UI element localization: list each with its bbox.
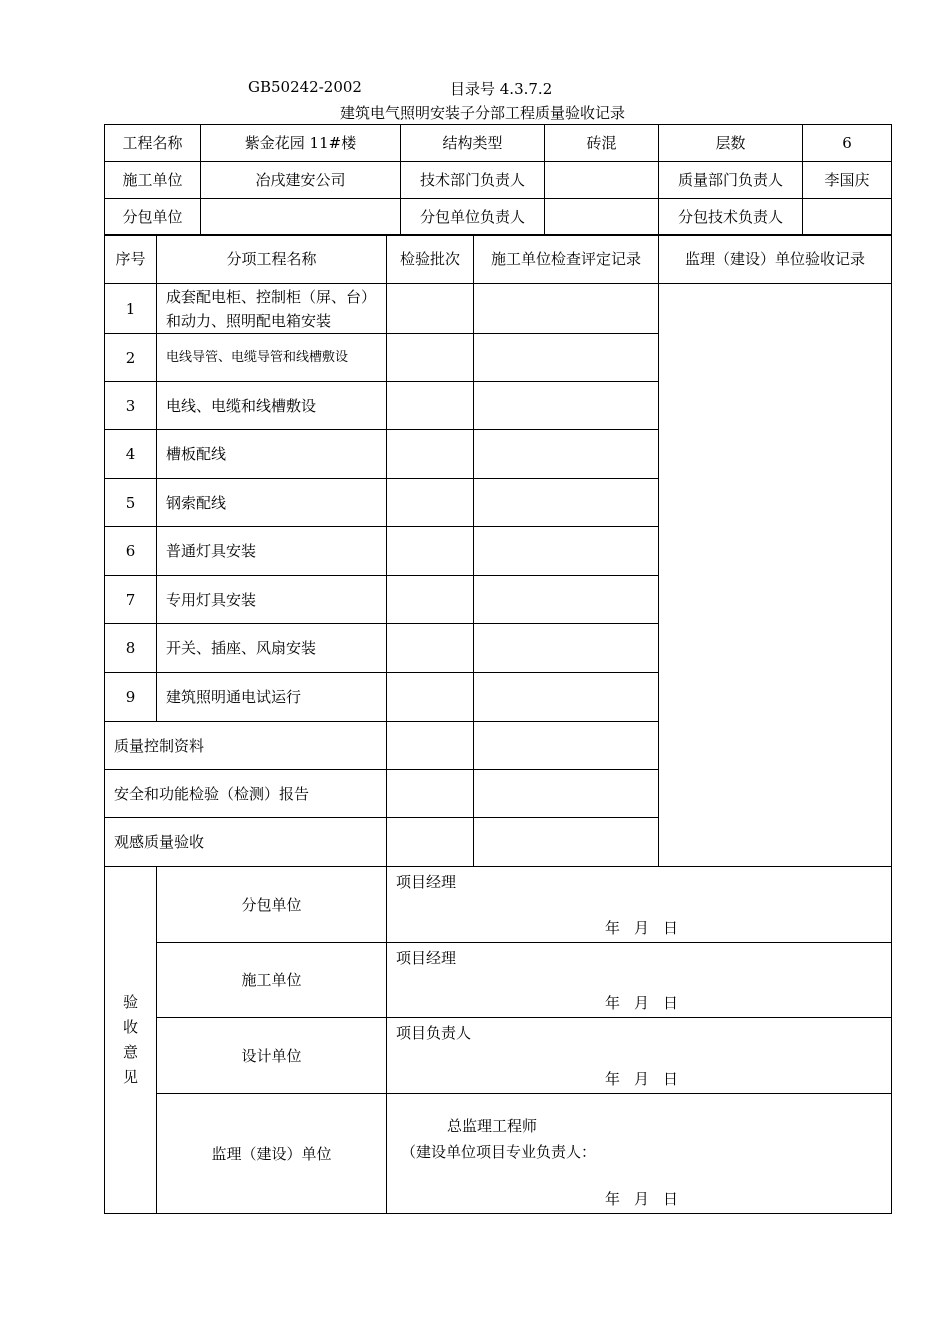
sub-tech-label: 分包技术负责人: [659, 199, 803, 236]
item-no: 9: [105, 673, 157, 722]
item-contractor-record[interactable]: [474, 624, 659, 673]
structure-type-value: 砖混: [545, 125, 659, 162]
tech-head-label: 技术部门负责人: [401, 162, 545, 199]
column-header-row: [105, 235, 892, 284]
item-no: 2: [105, 334, 157, 382]
subcontractor-value: [201, 199, 401, 236]
item-batches[interactable]: [387, 382, 474, 430]
subcontractor-unit-label: 分包单位: [157, 867, 387, 943]
acceptance-char: 验: [122, 993, 138, 1011]
acceptance-char: 意: [122, 1043, 138, 1061]
item-batches[interactable]: [387, 527, 474, 576]
item-batches[interactable]: [387, 770, 474, 818]
item-batches[interactable]: [387, 722, 474, 770]
item-no: 5: [105, 479, 157, 527]
item-contractor-record[interactable]: [474, 527, 659, 576]
acceptance-row: [105, 1094, 892, 1214]
item-name: 专用灯具安装: [157, 576, 387, 624]
quality-head-label: 质量部门负责人: [659, 162, 803, 199]
item-name: 成套配电柜、控制柜（屏、台）和动力、照明配电箱安装: [157, 284, 387, 334]
col-contractor-record: 施工单位检查评定记录: [474, 235, 659, 284]
info-row-2: [105, 162, 892, 199]
item-contractor-record[interactable]: [474, 334, 659, 382]
item-no: 4: [105, 430, 157, 479]
standard-code: GB50242-2002: [248, 78, 362, 96]
subcontractor-label: 分包单位: [105, 199, 201, 236]
item-batches[interactable]: [387, 673, 474, 722]
supervisor-signature-cell[interactable]: [387, 1094, 892, 1214]
item-name: 钢索配线: [157, 479, 387, 527]
item-name: 电线导管、电缆导管和线槽敷设: [157, 334, 387, 382]
item-name: 电线、电缆和线槽敷设: [157, 382, 387, 430]
item-contractor-record[interactable]: [474, 818, 659, 867]
item-contractor-record[interactable]: [474, 284, 659, 334]
design-signature-cell[interactable]: [387, 1018, 892, 1094]
acceptance-row: [105, 1018, 892, 1094]
item-batches[interactable]: [387, 576, 474, 624]
contractor-label: 施工单位: [105, 162, 201, 199]
signature-date: 年 月 日: [605, 1070, 679, 1088]
quality-head-value: 李国庆: [803, 162, 892, 199]
item-contractor-record[interactable]: [474, 576, 659, 624]
item-batches[interactable]: [387, 624, 474, 673]
catalog-number: 目录号 4.3.7.2: [450, 80, 553, 98]
item-no: 3: [105, 382, 157, 430]
col-item: 分项工程名称: [157, 235, 387, 284]
page-title: 建筑电气照明安装子分部工程质量验收记录: [340, 104, 626, 122]
item-no: 1: [105, 284, 157, 334]
subcontractor-signature-cell[interactable]: [387, 867, 892, 943]
appearance-quality-label: 观感质量验收: [105, 818, 387, 867]
acceptance-char: 收: [122, 1018, 138, 1036]
item-contractor-record[interactable]: [474, 479, 659, 527]
item-contractor-record[interactable]: [474, 722, 659, 770]
sub-tech-value: [803, 199, 892, 236]
signature-date: 年 月 日: [605, 919, 679, 937]
contractor-signature-cell[interactable]: [387, 943, 892, 1018]
sub-head-label: 分包单位负责人: [401, 199, 545, 236]
safety-function-label: 安全和功能检验（检测）报告: [105, 770, 387, 818]
owner-rep-label: （建设单位项目专业负责人：: [401, 1143, 597, 1161]
item-no: 6: [105, 527, 157, 576]
inspection-table: [104, 234, 892, 1214]
supervisor-record-cell[interactable]: [659, 284, 892, 867]
item-batches[interactable]: [387, 334, 474, 382]
info-row-1: [105, 125, 892, 162]
acceptance-char: 见: [122, 1068, 138, 1086]
table-row: [105, 284, 892, 334]
item-contractor-record[interactable]: [474, 430, 659, 479]
floors-label: 层数: [659, 125, 803, 162]
contractor-value: 冶戌建安公司: [201, 162, 401, 199]
signature-role: 项目经理: [396, 949, 457, 967]
acceptance-row: [105, 867, 892, 943]
item-batches[interactable]: [387, 430, 474, 479]
item-no: 7: [105, 576, 157, 624]
project-name-value: 紫金花园 11#楼: [201, 125, 401, 162]
item-no: 8: [105, 624, 157, 673]
info-row-3: [105, 199, 892, 236]
design-unit-label: 设计单位: [157, 1018, 387, 1094]
signature-role: 项目负责人: [396, 1024, 472, 1042]
item-batches[interactable]: [387, 284, 474, 334]
item-batches[interactable]: [387, 818, 474, 867]
item-name: 槽板配线: [157, 430, 387, 479]
project-name-label: 工程名称: [105, 125, 201, 162]
acceptance-row: [105, 943, 892, 1018]
item-name: 普通灯具安装: [157, 527, 387, 576]
signature-date: 年 月 日: [605, 994, 679, 1012]
col-batches: 检验批次: [387, 235, 474, 284]
item-batches[interactable]: [387, 479, 474, 527]
floors-value: 6: [803, 125, 892, 162]
col-no: 序号: [105, 235, 157, 284]
item-name: 开关、插座、风扇安装: [157, 624, 387, 673]
signature-date: 年 月 日: [605, 1190, 679, 1208]
chief-engineer-label: 总监理工程师: [447, 1117, 538, 1135]
project-info-table: [104, 124, 892, 236]
tech-head-value: [545, 162, 659, 199]
signature-role: 项目经理: [396, 873, 457, 891]
col-supervisor-record: 监理（建设）单位验收记录: [659, 235, 892, 284]
contractor-unit-label: 施工单位: [157, 943, 387, 1018]
item-contractor-record[interactable]: [474, 382, 659, 430]
acceptance-opinion-label: [105, 867, 157, 1214]
supervisor-unit-label: 监理（建设）单位: [157, 1094, 387, 1214]
item-contractor-record[interactable]: [474, 770, 659, 818]
item-contractor-record[interactable]: [474, 673, 659, 722]
quality-control-label: 质量控制资料: [105, 722, 387, 770]
sub-head-value: [545, 199, 659, 236]
item-name: 建筑照明通电试运行: [157, 673, 387, 722]
structure-type-label: 结构类型: [401, 125, 545, 162]
